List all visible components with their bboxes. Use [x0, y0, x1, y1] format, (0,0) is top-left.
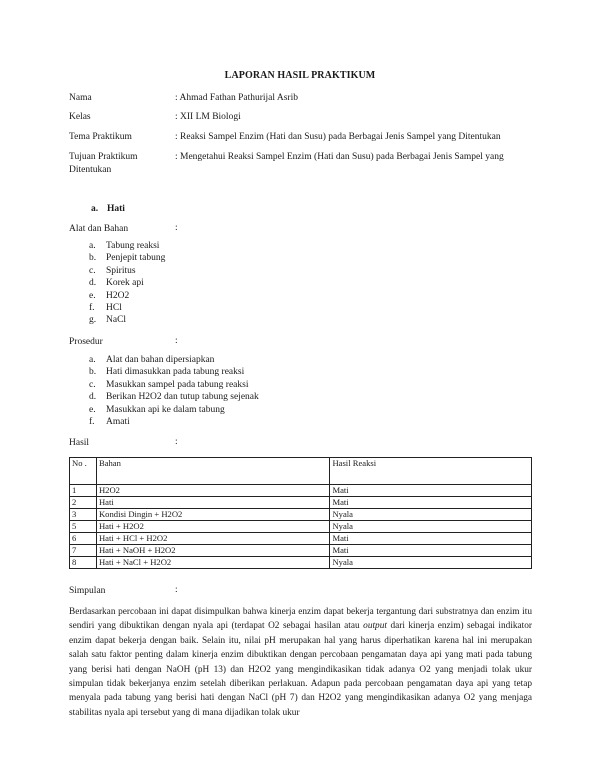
conclusion-text-b: dari kinerja enzim) sebagai indikator enzim dapat bekerja dengan baik. Selain itu, nilai pH merupakan hal yang harus diperhatikan karena hal ini merupakan salah satu faktor penting dalam kinerja enzim dibuktikan dengan percobaan pengamatan daya api yang mati pada tabung yang berisi hati dengan NaOH (pH 13) dan H2O2 yang mengindikasikan tidak adanya O2 yang menjadi tolak ukur simpulan tidak bekerjanya enzim setelah diberikan perlakuan. Adapun pada percobaan pengamatan daya api yang tetap menyala pada tabung yang berisi hati dengan NaCl (pH 7) dan H2O2 yang mengindikasikan adanya O2 yang menjaga stabilitas nyala api tersebut yang di mana dijadikan tolak ukur [69, 621, 533, 718]
alat-bahan-list [89, 240, 165, 327]
list-item: b. Hati dimasukkan pada tabung reaksi [89, 367, 245, 378]
colon-hasil: : [175, 437, 178, 447]
table-header-row [70, 458, 532, 485]
colon-prosedur: : [175, 336, 178, 346]
conclusion-emphasis: output [363, 621, 387, 632]
label-simpulan: Simpulan [69, 586, 106, 596]
label-tujuan: Tujuan Praktikum Ditentukan [69, 152, 138, 175]
list-item: e. H2O2 [89, 290, 130, 301]
section-name: Hati [107, 204, 125, 214]
label-tema: Tema Praktikum [69, 132, 132, 142]
conclusion-text-a: Berdasarkan percobaan ini dapat disimpulkan bahwa kinerja enzim dapat bekerja tergantung dari substratnya dan enzim itu sendiri yang dibuktikan dengan nyala api (terdapat O2 sebagai hasilan atau [69, 607, 532, 632]
list-item: f. HCl [89, 302, 122, 313]
list-item: a. Alat dan bahan dipersiapkan [89, 355, 215, 365]
table-row: 8 Hati + NaCl + H2O2 Nyala [70, 557, 532, 569]
list-item: b. Penjepit tabung [89, 253, 166, 264]
list-item: g. NaCl [89, 315, 127, 326]
table-row: 5 Hati + H2O2 Nyala [70, 521, 532, 533]
list-item: a. Tabung reaksi [89, 241, 160, 251]
list-item: c. Spiritus [89, 265, 136, 276]
prosedur-list [89, 354, 259, 428]
list-item: f. Amati [89, 416, 130, 427]
colon-alat-bahan: : [175, 223, 178, 233]
value-kelas: : XII LM Biologi [175, 112, 241, 122]
conclusion-paragraph [69, 605, 532, 720]
header-hasil-reaksi: Hasil Reaksi [330, 458, 532, 485]
document-title: LAPORAN HASIL PRAKTIKUM [224, 70, 376, 81]
results-table [69, 457, 532, 569]
header-no: No . [70, 458, 97, 485]
list-item: d. Korek api [89, 278, 144, 289]
label-hasil: Hasil [69, 438, 90, 448]
header-bahan: Bahan [96, 458, 329, 485]
label-kelas: Kelas [69, 112, 91, 122]
value-tujuan: : Mengetahui Reaksi Sampel Enzim (Hati dan Susu) pada Berbagai Jenis Sampel yang [175, 152, 504, 162]
list-item: e. Masukkan api ke dalam tabung [89, 404, 225, 415]
section-letter: a. [91, 204, 99, 214]
table-row: 2 Hati Mati [70, 497, 532, 509]
list-item: c. Masukkan sampel pada tabung reaksi [89, 379, 249, 390]
colon-simpulan: : [175, 585, 178, 595]
table-row: 1 H2O2 Mati [70, 485, 532, 497]
list-item: d. Berikan H2O2 dan tutup tabung sejenak [89, 392, 259, 403]
value-nama: : Ahmad Fathan Pathurijal Asrib [175, 93, 298, 103]
label-nama: Nama [69, 93, 92, 103]
table-row: 6 Hati + HCl + H2O2 Mati [70, 533, 532, 545]
label-prosedur: Prosedur [69, 337, 103, 347]
table-row: 3 Kondisi Dingin + H2O2 Nyala [70, 509, 532, 521]
label-alat-bahan: Alat dan Bahan [69, 224, 129, 234]
section-heading [91, 204, 125, 214]
value-tema: : Reaksi Sampel Enzim (Hati dan Susu) pada Berbagai Jenis Sampel yang Ditentukan [175, 132, 501, 142]
table-row: 7 Hati + NaOH + H2O2 Mati [70, 545, 532, 557]
